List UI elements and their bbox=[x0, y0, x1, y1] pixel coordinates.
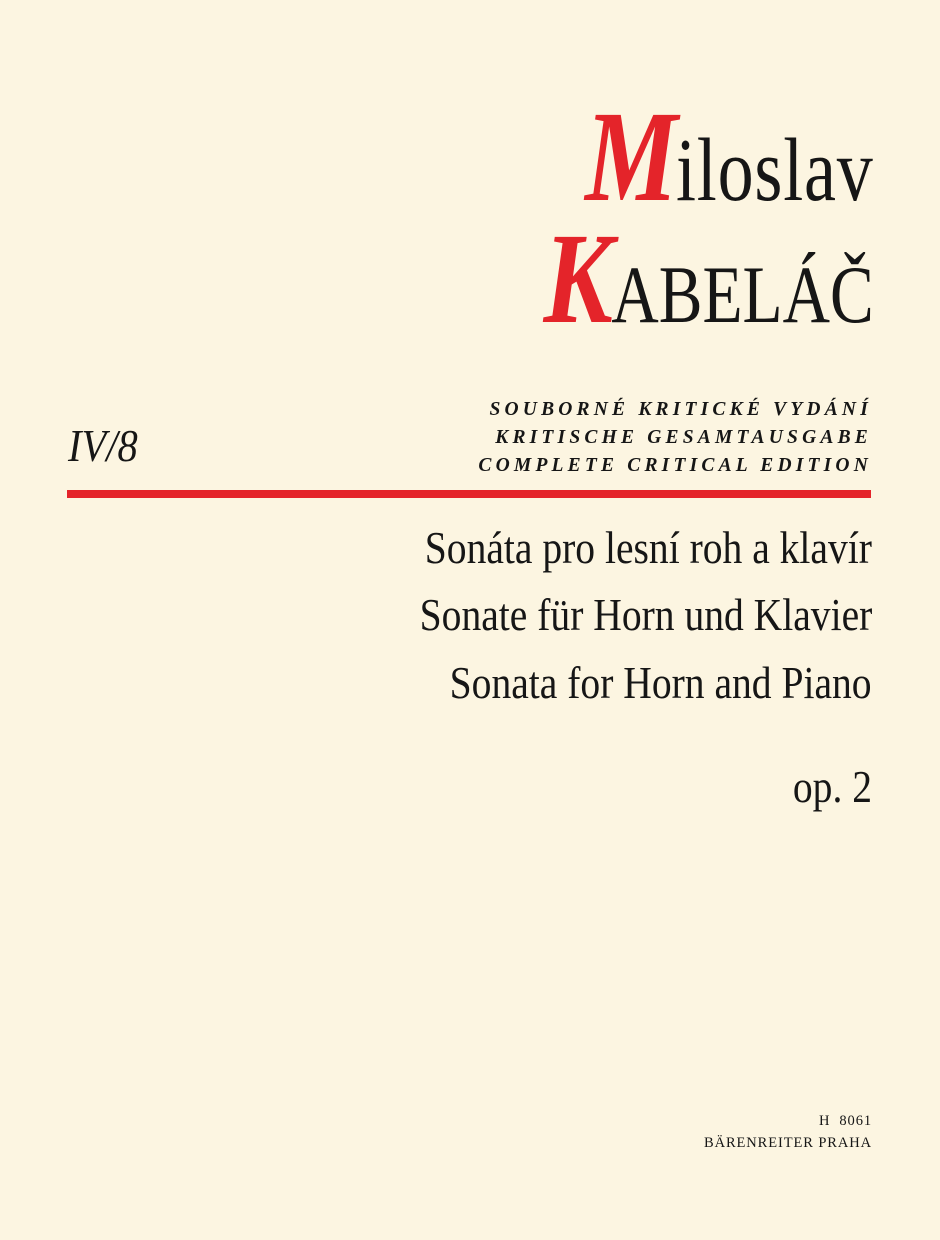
opus-number: op. 2 bbox=[792, 761, 872, 812]
edition-line-german: KRITISCHE GESAMTAUSGABE bbox=[495, 427, 872, 448]
composer-first-name bbox=[585, 85, 874, 229]
composer-first-initial: M bbox=[585, 85, 677, 229]
volume-number: IV/8 bbox=[68, 420, 138, 471]
composer-last-initial: K bbox=[543, 207, 612, 351]
publisher-name: BÄRENREITER PRAHA bbox=[704, 1135, 872, 1151]
composer-last-rest: ABELÁČ bbox=[611, 249, 874, 340]
composer-first-rest: iloslav bbox=[676, 121, 874, 220]
edition-line-czech: SOUBORNÉ KRITICKÉ VYDÁNÍ bbox=[489, 399, 872, 420]
catalog-number: H 8061 bbox=[818, 1113, 872, 1129]
edition-line-english: COMPLETE CRITICAL EDITION bbox=[478, 455, 872, 476]
composer-last-name bbox=[543, 207, 874, 351]
red-divider-rule bbox=[67, 490, 871, 498]
title-czech: Sonáta pro lesní roh a klavír bbox=[424, 522, 872, 573]
title-german: Sonate für Horn und Klavier bbox=[419, 589, 872, 640]
title-english: Sonata for Horn and Piano bbox=[450, 657, 872, 708]
